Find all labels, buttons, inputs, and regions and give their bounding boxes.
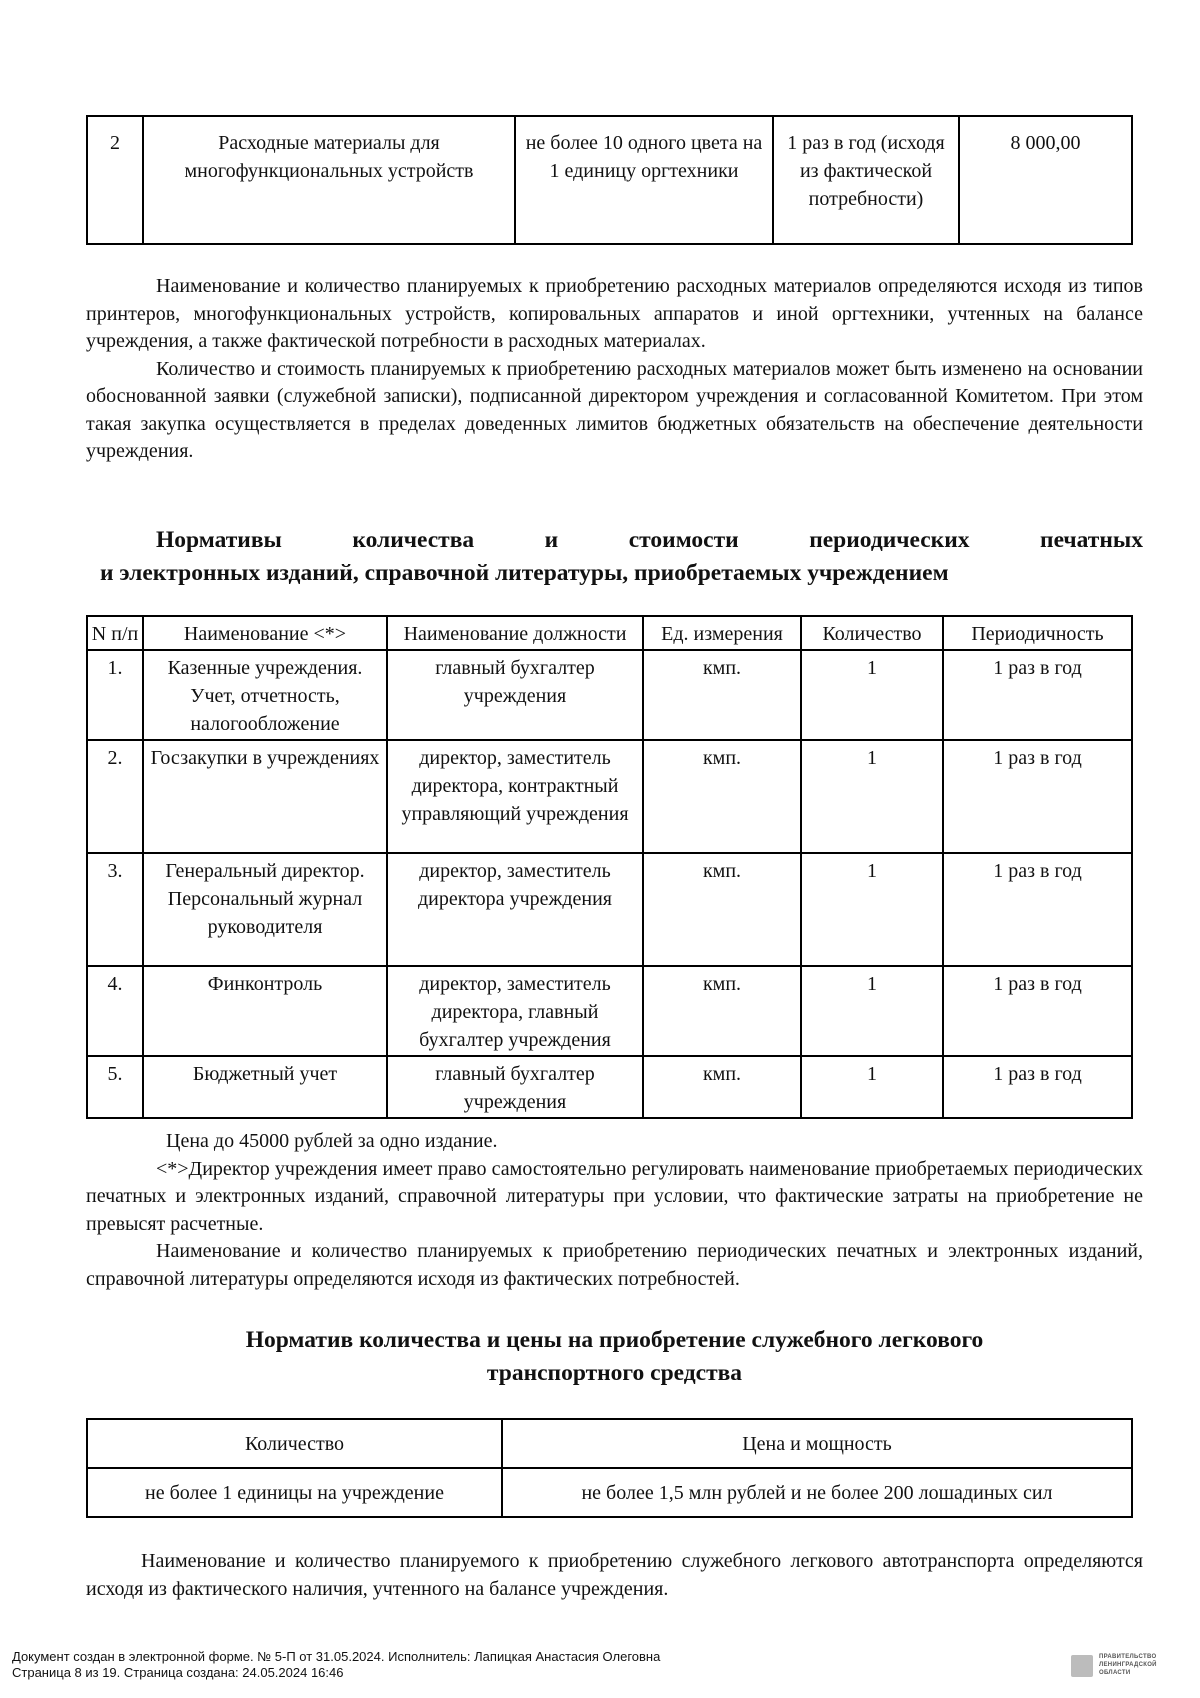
item-price: 8 000,00 — [959, 116, 1132, 244]
column-header: Периодичность — [943, 616, 1132, 650]
table-cell: 1 — [801, 740, 943, 853]
table-cell: Госзакупки в учреждениях — [143, 740, 387, 853]
table-row — [87, 1468, 1132, 1517]
table-cell: 1 раз в год — [943, 853, 1132, 966]
table-cell: не более 1 единицы на учреждение — [87, 1468, 502, 1517]
item-periodicity: 1 раз в год (исходя из фактической потребности) — [773, 116, 959, 244]
footnote-paragraph: <*>Директор учреждения имеет право самостоятельно регулировать наименование приобретаемых периодических печатных и электронных изданий, справочной литературы при условии, что фактические затраты на приобретение не превысят расчетные. — [86, 1157, 1143, 1235]
table-cell: кмп. — [643, 740, 801, 853]
table-cell: кмп. — [643, 650, 801, 740]
table-cell: кмп. — [643, 1056, 801, 1118]
table-cell: 1 — [801, 650, 943, 740]
table-cell: 5. — [87, 1056, 143, 1118]
table-cell: главный бухгалтер учреждения — [387, 650, 643, 740]
section-heading-line: Нормативы количества и стоимости периодических печатных — [156, 527, 1143, 553]
table-cell: 1 раз в год — [943, 740, 1132, 853]
vehicle-notes — [86, 1548, 1143, 1603]
table-cell: кмп. — [643, 966, 801, 1056]
table-cell: 2. — [87, 740, 143, 853]
table-row — [87, 650, 1132, 740]
paragraph: Наименование и количество планируемого к приобретению служебного легкового автотранспорта определяются исходя из фактического наличия, учтенного на балансе учреждения. — [86, 1550, 1143, 1600]
column-header: Количество — [87, 1419, 502, 1468]
table-cell: 3. — [87, 853, 143, 966]
table-cell: главный бухгалтер учреждения — [387, 1056, 643, 1118]
table-row — [87, 740, 1132, 853]
table-cell: 1 — [801, 853, 943, 966]
column-header: Количество — [801, 616, 943, 650]
table-cell: 1. — [87, 650, 143, 740]
table-cell: директор, заместитель директора учреждения — [387, 853, 643, 966]
paragraph: Наименование и количество планируемых к приобретению расходных материалов определяются исходя из типов принтеров, многофункциональных устройств, копировальных аппаратов и иной оргтехники, учтенных на балансе учреждения, а также фактической потребности в расходных материалах. — [86, 275, 1143, 352]
section-heading-line: транспортного средства — [486, 1360, 743, 1386]
footer-line: Документ создан в электронной форме. № 5-П от 31.05.2024. Исполнитель: Лапицкая Анастасия Олеговна — [12, 1649, 661, 1664]
document-footer — [12, 1649, 660, 1681]
table-header-row — [87, 616, 1132, 650]
item-name: Расходные материалы для многофункциональных устройств — [143, 116, 515, 244]
footer-line: Страница 8 из 19. Страница создана: 24.05.2024 16:46 — [12, 1665, 344, 1680]
vehicle-heading — [86, 1324, 1143, 1390]
table-cell: не более 1,5 млн рублей и не более 200 лошадиных сил — [502, 1468, 1132, 1517]
price-note: Цена до 45000 рублей за одно издание. — [166, 1130, 498, 1152]
table-cell: 1 — [801, 1056, 943, 1118]
table-cell: директор, заместитель директора, главный бухгалтер учреждения — [387, 966, 643, 1056]
column-header: Ед. измерения — [643, 616, 801, 650]
table-cell: 1 раз в год — [943, 650, 1132, 740]
table-cell: 1 раз в год — [943, 1056, 1132, 1118]
column-header: N п/п — [87, 616, 143, 650]
table-row — [87, 966, 1132, 1056]
column-header: Цена и мощность — [502, 1419, 1132, 1468]
section-heading-line: и электронных изданий, справочной литературы, приобретаемых учреждением — [100, 560, 949, 586]
government-logo — [1071, 1651, 1195, 1681]
consumables-notes — [86, 273, 1143, 466]
table-cell: Казенные учреждения. Учет, отчетность, налогообложение — [143, 650, 387, 740]
paragraph: Наименование и количество планируемых к приобретению периодических печатных и электронных изданий, справочной литературы определяются исходя из фактических потребностей. — [86, 1240, 1143, 1290]
consumables-table — [86, 115, 1133, 245]
table-cell: директор, заместитель директора, контрактный управляющий учреждения — [387, 740, 643, 853]
vehicle-table — [86, 1418, 1133, 1518]
coat-of-arms-icon — [1071, 1655, 1093, 1677]
table-row — [87, 1056, 1132, 1118]
row-number: 2 — [87, 116, 143, 244]
table-header-row — [87, 1419, 1132, 1468]
table-cell: Генеральный директор. Персональный журнал руководителя — [143, 853, 387, 966]
logo-text: ПРАВИТЕЛЬСТВО ЛЕНИНГРАДСКОЙ ОБЛАСТИ — [1099, 1654, 1157, 1676]
table-cell: 1 раз в год — [943, 966, 1132, 1056]
publications-notes — [86, 1128, 1143, 1293]
table-cell: 1 — [801, 966, 943, 1056]
table-cell: Финконтроль — [143, 966, 387, 1056]
column-header: Наименование <*> — [143, 616, 387, 650]
publications-table — [86, 615, 1133, 1119]
item-quantity: не более 10 одного цвета на 1 единицу оргтехники — [515, 116, 773, 244]
table-cell: Бюджетный учет — [143, 1056, 387, 1118]
table-cell: кмп. — [643, 853, 801, 966]
table-row — [87, 116, 1132, 244]
table-cell: 4. — [87, 966, 143, 1056]
column-header: Наименование должности — [387, 616, 643, 650]
section-heading-line: Норматив количества и цены на приобретение служебного легкового — [245, 1327, 984, 1353]
paragraph: Количество и стоимость планируемых к приобретению расходных материалов может быть изменено на основании обоснованной заявки (служебной записки), подписанной директором учреждения и согласованной Комитетом. При этом такая закупка осуществляется в пределах доведенных лимитов бюджетных обязательств на обеспечение деятельности учреждения. — [86, 357, 1143, 462]
table-row — [87, 853, 1132, 966]
